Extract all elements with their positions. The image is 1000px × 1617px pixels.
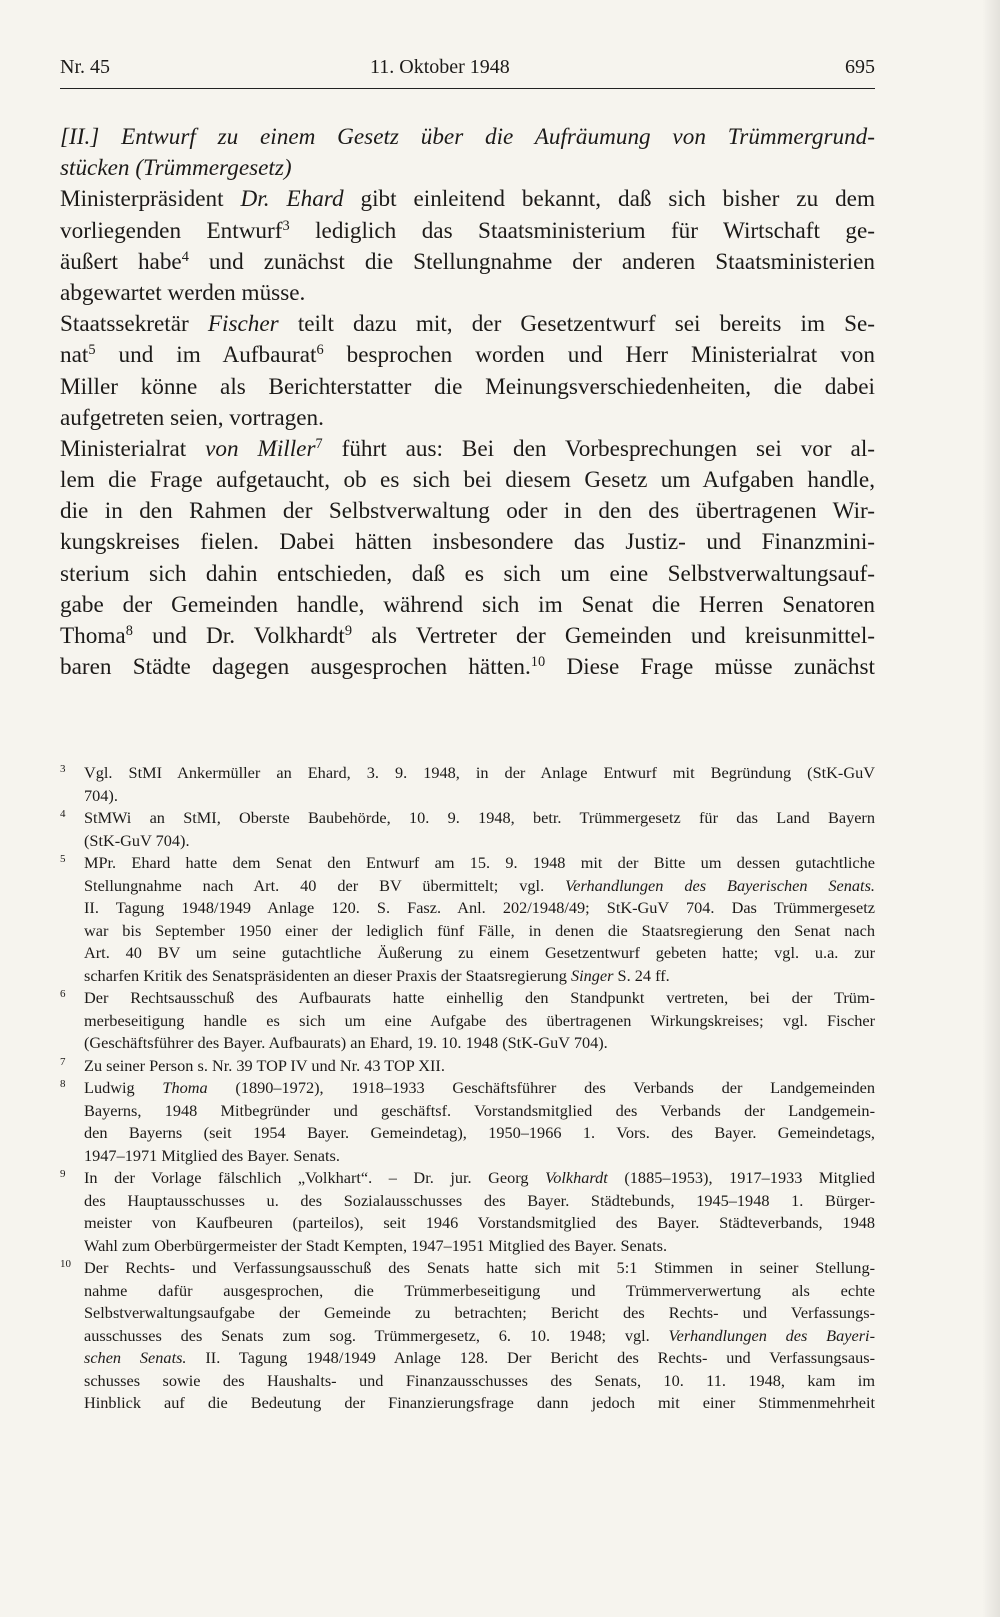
footnote-8: 8 Ludwig Thoma (1890–1972), 1918–1933 Geschäftsführer des Verbands der Landgemeinden Bayerns, 1948 Mitbegründer und geschäftsf. Vorstandsmitglied des Verbands der Landgemein- den Bayerns (seit 1954 Bayer. Gemeindetag), 1950–1966 1. Vors. des Bayer. Gemeindetags, 1947–1971 Mitglied des Bayer. Senats.	[60, 1078, 875, 1165]
footnote-10: 10 Der Rechts- und Verfassungsausschuß des Senats hatte sich mit 5:1 Stimmen in seiner Stellung- nahme dafür ausgesprochen, die Trümmerbeseitigung und Trümmerverwertung als echte Selbstverwaltungsaufgabe der Gemeinde zu betrachten; Bericht des Rechts- und Verfassungs- ausschusses des Senats zum sog. Trümmergesetz, 6. 10. 1948; vgl. Verhandlungen des Bayeri- schen Senats. II. Tagung 1948/1949 Anlage 128. Der Bericht des Rechts- und Verfassungsaus- schusses sowie des Haushalts- und Finanzausschusses des Senats, 10. 11. 1948, kam im Hinblick auf die Bedeutung der Finanzierungsfrage dann jedoch mit einer Stimmenmehrheit	[60, 1258, 875, 1412]
footnote-ref[interactable]: 3	[282, 217, 290, 234]
paragraph-3: Ministerialrat von Miller$^7$ führt aus: Bei den Vorbesprechungen sei vor al-	[60, 435, 875, 462]
footnote-ref[interactable]: 8	[125, 623, 133, 640]
running-header	[60, 56, 875, 86]
section-heading-cont: stücken (Trümmergesetz)	[60, 155, 292, 182]
footnotes	[60, 762, 875, 1415]
main-text: [II.] Entwurf zu einem Gesetz über die Aufräumung von Trümmergrund- stücken (Trümmergesetz) Ministerpräsident Dr. Ehard gibt einleitend bekannt, daß sich bisher zu dem vorliegenden Entwurf$^3$ lediglich das Staatsministerium für Wirtschaft ge- äußert habe$^4$ und zunächst die Stellungnahme der anderen Staatsministerien abgewartet werden müsse. Staatssekretär Fischer teilt dazu mit, der Gesetzentwurf sei bereits im Se- nat$^5$ und im Aufbaurat$^6$ besprochen worden und Herr Ministerialrat von Miller könne als Berichterstatter die Meinungsverschiedenheiten, die dabei aufgetreten seien, vortragen. Ministerialrat von Miller$^7$ führt aus: Bei den Vorbesprechungen sei vor al- lem die Frage aufgetaucht, ob es sich bei diesem Gesetz um Aufgaben handle, die in den Rahmen der Selbstverwaltung oder in den des übertragenen Wir- kungskreises fielen. Dabei hätten insbesondere das Justiz- und Finanzmini- sterium sich dahin entschieden, daß es sich um eine Selbstverwaltungsauf- gabe der Gemeinden handle, während sich im Senat die Herren Senatoren Thoma$^8$ und Dr. Volkhardt$^9$ als Vertreter der Gemeinden und kreisunmittel- baren Städte dagegen ausgesprochen hätten.$^{10}$ Diese Frage müsse zunächst	[60, 124, 876, 681]
footnote-4: 4 StMWi an StMI, Oberste Baubehörde, 10. 9. 1948, betr. Trümmergesetz für das Land Bayern (StK-GuV 704).	[60, 808, 875, 850]
footnote-9: 9 In der Vorlage fälschlich „Volkhart“. – Dr. jur. Georg Volkhardt (1885–1953), 1917–1933 Mitglied des Hauptausschusses u. des Sozialausschusses des Bayer. Städtebunds, 1945–1948 1. Bürger- meister von Kaufbeuren (parteilos), seit 1946 Vorstandsmitglied des Bayer. Städteverbands, 1948 Wahl zum Oberbürgermeister der Stadt Kempten, 1947–1951 Mitglied des Bayer. Senats.	[60, 1168, 875, 1255]
footnote-ref[interactable]: 10	[530, 654, 546, 671]
page-edge-shadow	[982, 0, 1000, 1617]
footnote-7: 7 Zu seiner Person s. Nr. 39 TOP IV und Nr. 43 TOP XII.	[60, 1055, 445, 1075]
paragraph-1: Ministerpräsident Dr. Ehard gibt einleitend bekannt, daß sich bisher zu dem	[60, 186, 876, 213]
page-number: 695	[845, 56, 875, 78]
section-heading: [II.] Entwurf zu einem Gesetz über die Aufräumung von Trümmergrund-	[60, 124, 875, 150]
footnote-6: 6 Der Rechtsausschuß des Aufbaurats hatte einhellig den Standpunkt vertreten, bei der Trüm- merbeseitigung handle es sich um eine Aufgabe des übertragenen Wirkungskreises; vgl. Fischer (Geschäftsführer des Bayer. Aufbaurats) an Ehard, 19. 10. 1948 (StK-GuV 704).	[60, 988, 875, 1052]
footnote-ref[interactable]: 6	[316, 342, 324, 359]
footnote-ref[interactable]: 4	[181, 248, 189, 265]
document-number: Nr. 45	[60, 56, 110, 78]
paragraph-2: Staatssekretär Fischer teilt dazu mit, der Gesetzentwurf sei bereits im Se-	[60, 311, 875, 338]
footnote-ref[interactable]: 7	[315, 435, 323, 452]
footnote-5: 5 MPr. Ehard hatte dem Senat den Entwurf am 15. 9. 1948 mit der Bitte um dessen gutachtliche Stellungnahme nach Art. 40 der BV übermittelt; vgl. Verhandlungen des Bayerischen Senats. II. Tagung 1948/1949 Anlage 120. S. Fasz. Anl. 202/1948/49; StK-GuV 704. Das Trümmergesetz war bis September 1950 einer der lediglich fünf Fälle, in denen die Staatsregierung den Senat nach Art. 40 BV um seine gutachtliche Äußerung zu einem Gesetzentwurf gebeten hatte; vgl. u.a. zur scharfen Kritik des Senatspräsidenten an dieser Praxis der Staatsregierung Singer S. 24 ff.	[60, 853, 875, 985]
footnote-3: 3 Vgl. StMI Ankermüller an Ehard, 3. 9. 1948, in der Anlage Entwurf mit Begründung (StK-GuV 704).	[60, 763, 875, 805]
header-rule	[60, 88, 875, 89]
header-date: 11. Oktober 1948	[370, 56, 510, 78]
footnote-ref[interactable]: 5	[88, 342, 96, 359]
footnote-ref[interactable]: 9	[344, 623, 353, 640]
